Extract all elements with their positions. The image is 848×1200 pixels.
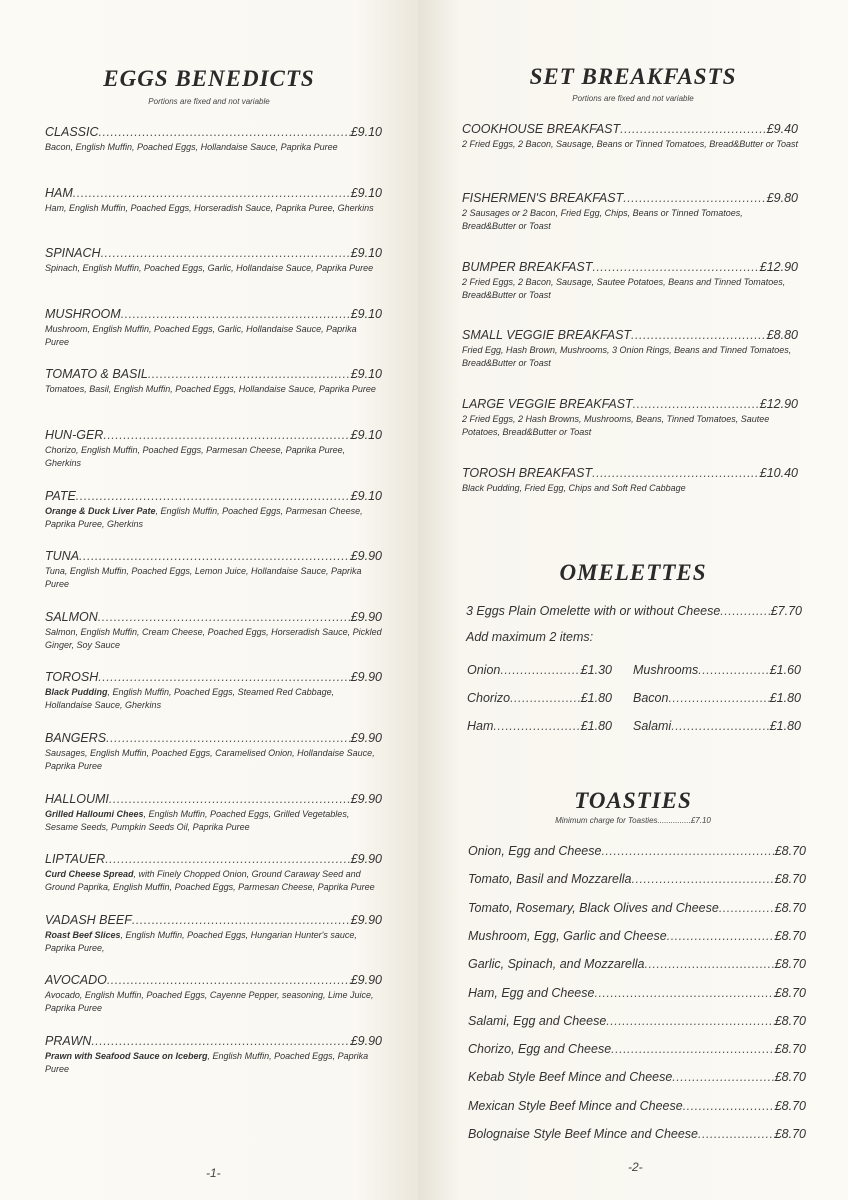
item-name: Bolognaise Style Beef Mince and Cheese: [468, 1127, 699, 1141]
item-description: [45, 868, 382, 894]
item-name: FISHERMEN'S BREAKFAST: [462, 190, 624, 205]
item-description-text: Sausages, English Muffin, Poached Eggs, Caramelised Onion, Hollandaise Sauce, Paprika Puree: [45, 748, 375, 771]
item-name: LARGE VEGGIE BREAKFAST: [462, 397, 633, 412]
item-price: £8.70: [774, 1070, 806, 1085]
item-description-text: 2 Sausages or 2 Bacon, Fried Egg, Chips, Beans or Tinned Tomatoes, Bread&Butter or Toast: [462, 207, 743, 231]
menu-item: [462, 122, 798, 151]
item-price: £9.90: [350, 1034, 382, 1048]
item-description-bold: Curd Cheese Spread: [45, 869, 134, 880]
dot-leader: [73, 186, 351, 200]
page-number-2: -2-: [628, 1160, 643, 1174]
item-description-bold: Prawn with Seafood Sauce on Iceberg: [45, 1051, 208, 1061]
item-description: [462, 482, 798, 495]
item-description-bold: Black Pudding: [45, 687, 108, 698]
item-name: 3 Eggs Plain Omelette with or without Cheese: [466, 604, 721, 618]
menu-item: [462, 191, 798, 233]
dot-leader: [105, 852, 351, 866]
menu-item: [467, 663, 612, 677]
dot-leader: [121, 307, 351, 321]
item-name: HALLOUMI: [45, 791, 109, 806]
item-description: [45, 262, 382, 275]
item-name: TOROSH BREAKFAST: [462, 466, 593, 480]
item-name: Bacon: [633, 691, 669, 705]
item-description: [462, 413, 798, 439]
dot-leader: [594, 986, 774, 1000]
item-price: £8.70: [774, 928, 806, 943]
item-description: [462, 344, 798, 370]
item-description: [45, 141, 382, 154]
item-name: Ham: [467, 719, 494, 733]
item-name: Ham, Egg and Cheese: [468, 985, 595, 1000]
item-description: [45, 444, 382, 470]
menu-item: [468, 872, 806, 886]
item-description-text: Spinach, English Muffin, Poached Eggs, Garlic, Hollandaise Sauce, Paprika Puree: [45, 263, 374, 274]
dot-leader: [719, 901, 775, 915]
dot-leader: [79, 549, 351, 563]
dot-leader: [632, 872, 775, 886]
item-description-text: , English Muffin, Poached Eggs, Steamed Red Cabbage, Hollandaise Sauce, Gherkins: [45, 687, 335, 711]
item-description-text: Chorizo, English Muffin, Poached Eggs, Parmesan Cheese, Paprika Puree, Gherkins: [45, 445, 346, 468]
omelettes-title: OMELETTES: [559, 560, 707, 585]
item-description: [45, 747, 382, 773]
item-name: HAM: [45, 185, 73, 200]
item-price: £9.90: [350, 670, 382, 685]
dot-leader: [98, 610, 351, 624]
item-price: £1.60: [769, 663, 801, 677]
menu-item: [462, 397, 798, 439]
item-description: [45, 626, 382, 652]
item-price: £8.70: [774, 900, 806, 915]
item-description-bold: Orange & Duck Liver Pate: [45, 505, 156, 516]
menu-item: [468, 844, 806, 858]
menu-item: [468, 901, 806, 915]
item-price: £12.90: [759, 259, 798, 274]
item-name: Tomato, Basil and Mozzarella: [468, 872, 632, 887]
item-name: Kebab Style Beef Mince and Cheese: [468, 1070, 673, 1085]
dot-leader: [101, 246, 351, 260]
menu-item: [45, 792, 382, 834]
item-description: [45, 989, 382, 1015]
item-name: CLASSIC: [45, 125, 99, 139]
menu-item: [45, 549, 382, 591]
set-breakfasts-note: Portions are fixed and not variable: [572, 94, 694, 103]
menu-item: [45, 670, 382, 712]
item-description-bold: Grilled Halloumi Chees: [45, 808, 144, 819]
item-description-text: , English Muffin, Poached Eggs, Hungarian Hunter's sauce, Paprika Puree,: [45, 929, 357, 953]
dot-leader: [98, 670, 350, 684]
toasties-note: Minimum charge for Toasties...............£7.10: [555, 816, 711, 825]
menu-item: [45, 1034, 382, 1076]
item-name: Mexican Style Beef Mince and Cheese: [468, 1098, 683, 1113]
item-description-text: Fried Egg, Hash Brown, Mushrooms, 3 Onion Rings, Beans and Tinned Tomatoes, Bread&Butter or Toast: [462, 345, 792, 369]
item-description-text: Ham, English Muffin, Poached Eggs, Horseradish Sauce, Paprika Puree, Gherkins: [45, 202, 374, 213]
menu-item: [462, 328, 798, 370]
item-name: PATE: [45, 488, 76, 503]
item-name: BANGERS: [45, 731, 107, 745]
dot-leader: [671, 719, 770, 733]
dot-leader: [76, 489, 351, 503]
menu-item: [45, 731, 382, 773]
item-description-text: 2 Fried Eggs, 2 Hash Browns, Mushrooms, Beans, Tinned Tomatoes, Sautee Potatoes, Bread&Butter or Toast: [462, 414, 770, 438]
dot-leader: [148, 367, 351, 381]
toasties-title: TOASTIES: [574, 788, 692, 813]
item-price: £8.70: [774, 1042, 806, 1057]
item-description: [45, 808, 382, 834]
menu-page-1: [0, 0, 418, 1200]
eggs-benedicts-title: EGGS BENEDICTS: [103, 66, 315, 91]
dot-leader: [510, 691, 581, 705]
menu-item: [467, 691, 612, 705]
dot-leader: [109, 792, 351, 806]
item-description: [462, 207, 798, 233]
dot-leader: [683, 1099, 775, 1113]
item-price: £8.70: [774, 1098, 806, 1113]
menu-item: [45, 973, 382, 1015]
item-name: Salami, Egg and Cheese: [468, 1013, 607, 1028]
item-description-text: Tuna, English Muffin, Poached Eggs, Lemon Juice, Hollandaise Sauce, Paprika Puree: [45, 566, 362, 590]
item-description-bold: Roast Beef Slices: [45, 929, 121, 940]
item-price: £9.80: [766, 190, 798, 205]
item-name: SMALL VEGGIE BREAKFAST: [462, 328, 632, 343]
item-price: £7.70: [770, 604, 802, 618]
item-name: PRAWN: [45, 1034, 92, 1048]
item-name: Salami: [633, 719, 672, 733]
item-description-text: , with Finely Chopped Onion, Ground Caraway Seed and Ground Paprika, English Muffin, Poached Eggs, Parmesan Cheese, Paprika Puree: [45, 869, 375, 893]
item-price: £10.40: [759, 466, 798, 480]
dot-leader: [631, 328, 767, 342]
menu-item: [45, 489, 382, 531]
dot-leader: [500, 663, 580, 677]
dot-leader: [620, 122, 767, 136]
item-price: £12.90: [759, 397, 798, 412]
menu-item: [45, 246, 382, 275]
item-description-text: , English Muffin, Poached Eggs, Grilled Vegetables, Sesame Seeds, Pumpkin Seeds Oil, Paprika Puree: [45, 808, 350, 832]
menu-page-2: [418, 0, 848, 1200]
item-name: HUN-GER: [45, 428, 104, 442]
eggs-benedicts-note: Portions are fixed and not variable: [148, 97, 270, 106]
item-description-text: Mushroom, English Muffin, Poached Eggs, Garlic, Hollandaise Sauce, Paprika Puree: [45, 323, 357, 347]
item-name: Onion: [467, 663, 501, 677]
omelette-add-note: Add maximum 2 items:: [466, 630, 594, 644]
item-description: [45, 565, 382, 591]
item-price: £8.70: [774, 985, 806, 1000]
item-price: £8.70: [774, 1013, 806, 1028]
menu-item: [633, 691, 801, 705]
menu-item: [45, 852, 382, 894]
item-price: £8.80: [766, 328, 798, 343]
item-price: £1.30: [580, 663, 612, 677]
item-price: £1.80: [580, 691, 612, 705]
item-description: [45, 929, 382, 955]
item-description-text: Salmon, English Muffin, Cream Cheese, Poached Eggs, Horseradish Sauce, Pickled Ginger, Soy Sauce: [45, 626, 382, 650]
item-name: COOKHOUSE BREAKFAST: [462, 122, 621, 136]
dot-leader: [103, 428, 350, 442]
menu-item: [468, 1042, 806, 1056]
dot-leader: [592, 466, 760, 480]
item-name: Mushrooms: [633, 663, 699, 677]
menu-item: [45, 125, 382, 154]
item-price: £9.10: [350, 367, 382, 382]
item-name: VADASH BEEF: [45, 912, 132, 927]
menu-item: [468, 1014, 806, 1028]
menu-item: [468, 1070, 806, 1084]
item-name: TOROSH: [45, 670, 99, 685]
item-price: £8.70: [774, 1127, 806, 1141]
item-price: £9.90: [350, 912, 382, 927]
dot-leader: [106, 731, 351, 745]
item-price: £8.70: [774, 844, 806, 858]
item-description: [45, 383, 382, 396]
menu-item: [462, 260, 798, 302]
menu-item: [45, 307, 382, 349]
set-breakfasts-title: SET BREAKFASTS: [529, 64, 737, 89]
item-price: £9.10: [350, 125, 382, 139]
item-name: TUNA: [45, 549, 80, 564]
item-name: Chorizo, Egg and Cheese: [468, 1042, 612, 1057]
item-price: £9.10: [350, 488, 382, 503]
item-name: LIPTAUER: [45, 852, 106, 867]
dot-leader: [667, 929, 775, 943]
menu-item: [468, 1127, 806, 1141]
item-description-text: , English Muffin, Poached Eggs, Paprika Puree: [45, 1051, 369, 1074]
dot-leader: [493, 719, 580, 733]
dot-leader: [644, 957, 774, 971]
item-price: £1.80: [769, 719, 801, 733]
item-description-text: Black Pudding, Fried Egg, Chips and Soft Red Cabbage: [462, 483, 686, 493]
dot-leader: [611, 1042, 775, 1056]
menu-item: [468, 986, 806, 1000]
dot-leader: [91, 1034, 350, 1048]
item-price: £1.80: [769, 691, 801, 705]
dot-leader: [633, 397, 760, 411]
dot-leader: [592, 260, 759, 274]
item-price: £9.10: [350, 246, 382, 261]
menu-item: [633, 663, 801, 677]
dot-leader: [698, 663, 769, 677]
item-price: £9.90: [350, 791, 382, 806]
menu-item: [468, 1099, 806, 1113]
menu-item: [633, 719, 801, 733]
item-description: [45, 1050, 382, 1076]
item-name: Chorizo: [467, 691, 511, 705]
menu-item: [45, 913, 382, 955]
dot-leader: [99, 125, 351, 139]
item-description: [462, 276, 798, 302]
dot-leader: [107, 973, 351, 987]
item-description-text: Avocado, English Muffin, Poached Eggs, Cayenne Pepper, seasoning, Lime Juice, Paprika Puree: [45, 990, 374, 1014]
item-price: £9.90: [350, 852, 382, 867]
item-name: BUMPER BREAKFAST: [462, 259, 593, 274]
page-number-1: -1-: [206, 1166, 221, 1180]
item-name: SPINACH: [45, 246, 101, 261]
omelette-plain-item: [466, 604, 802, 618]
item-description: [45, 323, 382, 349]
menu-item: [468, 929, 806, 943]
item-price: £9.10: [350, 185, 382, 200]
item-price: £9.90: [350, 731, 382, 745]
menu-item: [45, 610, 382, 652]
item-price: £9.90: [350, 549, 382, 564]
item-price: £8.70: [774, 957, 806, 972]
item-name: Mushroom, Egg, Garlic and Cheese: [468, 928, 667, 943]
dot-leader: [623, 191, 767, 205]
dot-leader: [601, 844, 774, 858]
item-description: [45, 202, 382, 215]
item-description: [45, 505, 382, 531]
dot-leader: [668, 691, 769, 705]
item-name: MUSHROOM: [45, 306, 121, 321]
menu-item: [462, 466, 798, 495]
item-description-text: Bacon, English Muffin, Poached Eggs, Hollandaise Sauce, Paprika Puree: [45, 142, 338, 152]
item-description: [462, 138, 798, 151]
item-price: £1.80: [580, 719, 612, 733]
item-price: £9.40: [766, 122, 798, 136]
item-name: Garlic, Spinach, and Mozzarella: [468, 957, 645, 972]
menu-item: [45, 186, 382, 215]
item-name: Onion, Egg and Cheese: [468, 844, 602, 858]
dot-leader: [672, 1070, 774, 1084]
item-description-text: , English Muffin, Poached Eggs, Parmesan Cheese, Paprika Puree, Gherkins: [45, 505, 363, 529]
item-price: £8.70: [774, 872, 806, 887]
menu-item: [45, 428, 382, 470]
menu-item: [468, 957, 806, 971]
dot-leader: [132, 913, 351, 927]
item-description-text: 2 Fried Eggs, 2 Bacon, Sausage, Sautee Potatoes, Beans and Tinned Tomatoes, Bread&Butter or Toast: [462, 276, 786, 300]
item-description-text: Tomatoes, Basil, English Muffin, Poached Eggs, Hollandaise Sauce, Paprika Puree: [45, 384, 376, 395]
item-description-text: 2 Fried Eggs, 2 Bacon, Sausage, Beans or Tinned Tomatoes, Bread&Butter or Toast: [462, 139, 798, 149]
menu-item: [45, 367, 382, 396]
item-name: SALMON: [45, 609, 98, 624]
dot-leader: [698, 1127, 775, 1141]
item-description: [45, 686, 382, 712]
item-price: £9.10: [350, 306, 382, 321]
item-name: Tomato, Rosemary, Black Olives and Cheese: [468, 900, 719, 915]
item-price: £9.90: [350, 609, 382, 624]
item-price: £9.10: [350, 428, 382, 442]
item-name: AVOCADO: [45, 973, 107, 988]
dot-leader: [606, 1014, 774, 1028]
menu-item: [467, 719, 612, 733]
item-name: TOMATO & BASIL: [45, 367, 148, 382]
item-price: £9.90: [350, 973, 382, 988]
